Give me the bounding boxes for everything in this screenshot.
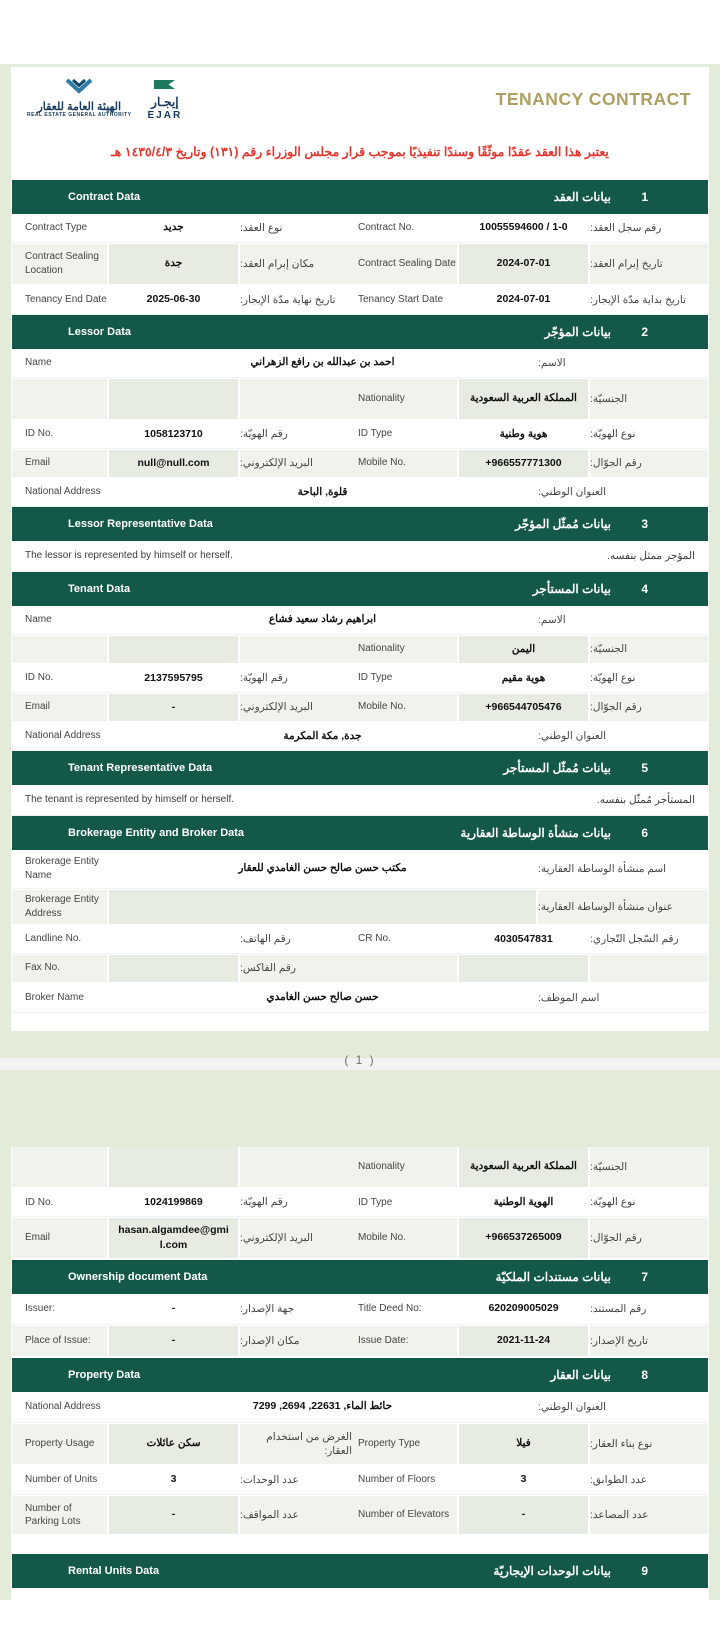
section-9-title-ar: بيانات الوحدات الإيجاريّة	[493, 1564, 611, 1578]
note-en: The lessor is represented by himself or herself.	[25, 550, 233, 562]
rega-name-english: REAL ESTATE GENERAL AUTHORITY	[27, 112, 132, 119]
section-9-header	[12, 1554, 708, 1588]
label-en: ID Type	[358, 1196, 393, 1208]
value: حسن صالح حسن الغامدي	[266, 991, 379, 1004]
label-ar: رقم الهويّة:	[240, 428, 288, 441]
rega-logo	[27, 79, 132, 119]
label-ar: نوع بناء العقار:	[590, 1437, 653, 1450]
section-2-title-ar: بيانات المؤجّر	[544, 324, 611, 339]
label-en	[12, 1147, 107, 1187]
label-en: Name	[25, 613, 52, 625]
elevators-parking-row	[12, 1495, 708, 1536]
lessor-address-row	[12, 479, 708, 507]
value: جدة, مكة المكرمة	[283, 729, 362, 742]
label-en: Nationality	[358, 392, 405, 404]
value: 1024199869	[144, 1195, 203, 1208]
label-ar: رقم الجوّال:	[590, 701, 642, 714]
label-ar: رقم الجوّال:	[590, 1231, 642, 1244]
ejar-name-english: EJAR	[147, 110, 183, 122]
label-en: Issue Date:	[358, 1335, 409, 1347]
label-en: Tenancy End Date	[25, 293, 107, 305]
label-ar: العنوان الوطني:	[538, 730, 607, 743]
label-en: Broker Name	[25, 991, 84, 1003]
label-en: Nationality	[358, 643, 405, 655]
tenancy-dates-row	[12, 286, 708, 315]
value: سكن عائلات	[107, 1424, 240, 1464]
floors-units-row	[12, 1466, 708, 1495]
tenant-contact-row	[12, 693, 708, 723]
label-ar: رقم الهويّة:	[240, 1196, 288, 1209]
value: ابراهيم رشاد سعيد فشاع	[268, 613, 377, 626]
section-4-header	[12, 572, 708, 606]
section-1-title-en: Contract Data	[68, 190, 141, 203]
label-ar: جهة الإصدار:	[240, 1302, 295, 1315]
value: hasan.algamdee@gmil.com	[107, 1218, 240, 1258]
label-en: Contract Sealing Date	[358, 257, 456, 269]
ejar-name-arabic: إيجـار	[151, 95, 179, 110]
section-5-number: 5	[641, 760, 648, 775]
broker-id-row	[12, 1189, 708, 1217]
label-ar: الغرض من استخدام العقار:	[266, 1430, 352, 1457]
broker-contact-row	[12, 1217, 708, 1260]
section-6-title-en: Brokerage Entity and Broker Data	[68, 826, 245, 839]
label-en: Brokerage Entity Name	[25, 856, 99, 881]
section-9-title-en: Rental Units Data	[68, 1565, 160, 1577]
document-title: TENANCY CONTRACT	[495, 89, 691, 109]
label-ar: رقم الهاتف:	[240, 933, 291, 946]
label-en	[12, 636, 107, 663]
value: 3	[170, 1473, 177, 1486]
label-en	[352, 955, 457, 982]
label-ar: اسم منشأة الوساطة العقارية:	[538, 862, 667, 875]
section-4-title-ar: بيانات المستأجر	[532, 581, 611, 596]
note-ar: المؤجر ممثل بنفسه.	[607, 549, 695, 562]
label-en: Landline No.	[25, 933, 82, 945]
label-en: Number of Elevators	[358, 1509, 450, 1521]
value: مكتب حسن صالح حسن الغامدي للعقار	[238, 862, 407, 875]
label-ar	[590, 955, 708, 982]
property-type-row	[12, 1423, 708, 1466]
section-2-title-en: Lessor Data	[68, 325, 131, 338]
section-spacer	[11, 1536, 709, 1554]
section-8-title-en: Property Data	[68, 1369, 141, 1381]
lessor-name-row	[12, 349, 708, 378]
section-1-header	[12, 180, 708, 214]
label-en: Name	[25, 356, 52, 368]
brokerage-name-row	[12, 850, 708, 889]
tenant-name-row	[12, 606, 708, 635]
label-ar: الاسم:	[538, 613, 566, 626]
value: جدة	[107, 244, 240, 284]
sheet-bottom-padding	[11, 1588, 709, 1628]
value: قلوة, الباحة	[297, 485, 348, 498]
label-en: Property Usage	[25, 1438, 95, 1450]
tenant-address-row	[12, 723, 708, 751]
section-7-header	[12, 1260, 708, 1294]
value: المملكة العربية السعودية	[457, 1147, 590, 1187]
title-deed-row	[12, 1294, 708, 1325]
lessor-nationality-row	[12, 378, 708, 421]
section-8-title-ar: بيانات العقار	[550, 1368, 611, 1382]
ejar-flag-icon	[153, 77, 177, 95]
contract-no-row	[12, 214, 708, 243]
label-ar: الجنسيّة:	[590, 1160, 628, 1173]
label-ar: عدد الطوابق:	[590, 1473, 648, 1486]
label-ar: نوع العقد:	[240, 221, 283, 234]
value: احمد بن عبدالله بن رافع الزهراني	[250, 356, 395, 369]
label-ar: مكان إبرام العقد:	[240, 257, 315, 270]
label-en: Brokerage Entity Address	[25, 894, 99, 919]
value: -	[107, 1326, 240, 1356]
broker-nationality-row	[12, 1147, 708, 1189]
value: 1058123710	[144, 427, 203, 440]
value	[107, 890, 538, 924]
value: الهوية الوطنية	[493, 1195, 554, 1208]
value	[107, 955, 240, 982]
section-1-number: 1	[641, 189, 648, 204]
sheet-bottom-padding	[11, 1013, 709, 1031]
value: حائط الماء, 22631, 2694, 7299	[252, 1400, 393, 1413]
lessor-id-row	[12, 421, 708, 449]
tenant-rep-note-row	[12, 785, 708, 816]
label-en: Issuer:	[25, 1303, 56, 1315]
brokerage-address-row	[12, 889, 708, 926]
value	[107, 926, 240, 953]
section-3-title-en: Lessor Representative Data	[68, 517, 213, 530]
value	[457, 955, 590, 982]
label-en: ID No.	[25, 672, 54, 684]
label-en: Nationality	[358, 1161, 405, 1173]
label-ar: تاريخ بداية مدّة الإيجار:	[590, 293, 686, 306]
label-ar: الجنسيّة:	[590, 643, 628, 656]
document-header	[11, 67, 709, 122]
label-ar: عدد الوحدات:	[240, 1473, 299, 1486]
label-en: Property Type	[358, 1438, 421, 1450]
note-en: The tenant is represented by himself or herself.	[25, 794, 234, 806]
label-ar: رقم المستند:	[590, 1302, 647, 1315]
label-en: ID Type	[358, 428, 393, 440]
label-en: Mobile No.	[358, 457, 406, 469]
app-top-strip	[0, 0, 720, 64]
section-5-title-ar: بيانات مُمثّل المستأجر	[503, 760, 611, 775]
label-ar: عدد المواقف:	[240, 1508, 299, 1521]
label-en: Fax No.	[25, 962, 61, 974]
label-ar: الجنسيّة:	[590, 392, 628, 405]
pdf-page-1	[0, 64, 720, 1067]
section-6-header	[12, 816, 708, 850]
value: 2024-07-01	[496, 293, 551, 306]
contract-sealing-row	[12, 243, 708, 286]
label-en: Mobile No.	[358, 1232, 406, 1244]
section-6-title-ar: بيانات منشأة الوساطة العقارية	[460, 825, 611, 840]
label-en: Contract Type	[25, 221, 88, 233]
value: فيلا	[457, 1424, 590, 1464]
page2-sheet	[11, 1147, 709, 1628]
tenant-id-row	[12, 665, 708, 693]
value: 3	[520, 1473, 527, 1486]
lessor-contact-row	[12, 449, 708, 479]
brokerage-cr-row	[12, 926, 708, 954]
label-ar: العنوان الوطني:	[538, 486, 607, 499]
label-ar: تاريخ نهاية مدّة الإيجار:	[240, 293, 336, 306]
value: +966544705476	[457, 694, 590, 721]
label-ar: اسم الموظف:	[538, 991, 600, 1004]
label-ar	[240, 636, 352, 663]
value: -	[107, 694, 240, 721]
label-ar: رقم سجل العقد:	[590, 221, 662, 234]
label-ar: نوع الهويّة:	[590, 1196, 636, 1209]
value: 2025-06-30	[146, 293, 201, 306]
value: اليمن	[457, 636, 590, 663]
note-ar: المستأجر مُمثّل بنفسه.	[596, 793, 695, 806]
section-4-number: 4	[641, 581, 648, 596]
label-en: Mobile No.	[358, 701, 406, 713]
value: 2021-11-24	[457, 1326, 590, 1356]
value: هوية وطنية	[499, 427, 548, 440]
logo-group	[27, 77, 182, 122]
label-ar: عنوان منشأة الوساطة العقارية:	[538, 900, 673, 913]
value: 620209005029	[488, 1302, 559, 1315]
section-6-number: 6	[641, 825, 648, 840]
value: -	[107, 1496, 240, 1534]
value: جديد	[163, 221, 184, 234]
legal-notice: يعتبر هذا العقد عقدًا موثّقًا وسندًا تنفيذيًا بموجب قرار مجلس الوزراء رقم (١٣١) وتاريخ ١٤٣٥/٤/٣ هـ	[111, 144, 609, 159]
brokerage-fax-row	[12, 954, 708, 984]
page-1-number: ( 1 )	[344, 1052, 376, 1067]
section-5-header	[12, 751, 708, 785]
label-ar: العنوان الوطني:	[538, 1400, 607, 1413]
label-ar: تاريخ الإصدار:	[590, 1334, 649, 1347]
value: 2024-07-01	[457, 244, 590, 284]
value: 2137595795	[144, 671, 203, 684]
section-5-title-en: Tenant Representative Data	[68, 761, 213, 774]
label-en: National Address	[25, 730, 101, 742]
label-en: ID Type	[358, 672, 393, 684]
label-ar: الاسم:	[538, 356, 566, 369]
section-3-title-ar: بيانات مُمثّل المؤجّر	[515, 516, 611, 531]
section-8-header	[12, 1358, 708, 1392]
lessor-rep-note-row	[12, 541, 708, 572]
label-en: Email	[25, 457, 51, 469]
value: 10055594600 / 1-0	[479, 221, 568, 234]
label-ar: رقم الهويّة:	[240, 672, 288, 685]
section-3-header	[12, 507, 708, 541]
label-en: Title Deed No:	[358, 1303, 422, 1315]
ejar-logo	[148, 77, 183, 122]
label-en: National Address	[25, 486, 101, 498]
section-1-title-ar: بيانات العقد	[553, 189, 611, 204]
label-ar: مكان الإصدار:	[240, 1334, 300, 1347]
label-en: Number of Units	[25, 1474, 98, 1486]
label-ar: البريد الإلكتروني:	[240, 457, 313, 470]
label-en	[12, 379, 107, 419]
section-7-title-en: Ownership document Data	[68, 1271, 208, 1283]
label-ar: نوع الهويّة:	[590, 428, 636, 441]
label-en: ID No.	[25, 1196, 54, 1208]
value	[107, 1147, 240, 1187]
label-ar: عدد المصاعد:	[590, 1508, 649, 1521]
value	[107, 379, 240, 419]
label-en: Place of Issue:	[25, 1335, 91, 1347]
value: المملكة العربية السعودية	[457, 379, 590, 419]
label-en: Contract No.	[358, 221, 415, 233]
section-7-title-ar: بيانات مستندات الملكيّة	[495, 1270, 611, 1284]
section-7-number: 7	[641, 1270, 648, 1284]
pdf-page-2	[0, 1070, 720, 1600]
label-en: Number of Parking Lots	[25, 1502, 81, 1527]
issue-date-row	[12, 1325, 708, 1358]
label-en: ID No.	[25, 428, 54, 440]
label-ar: رقم الجوّال:	[590, 457, 642, 470]
label-en: Email	[25, 1232, 51, 1244]
section-2-header	[12, 315, 708, 349]
value: هوية مقيم	[501, 671, 546, 684]
label-ar: نوع الهويّة:	[590, 672, 636, 685]
label-ar: البريد الإلكتروني:	[240, 1231, 313, 1244]
section-3-number: 3	[641, 516, 648, 531]
tenant-nationality-row	[12, 635, 708, 665]
broker-name-row	[12, 984, 708, 1013]
value	[107, 636, 240, 663]
label-en: National Address	[25, 1401, 101, 1413]
label-en: Contract Sealing Location	[25, 251, 99, 276]
section-9-number: 9	[641, 1564, 648, 1578]
page1-sheet	[11, 67, 709, 1031]
section-4-title-en: Tenant Data	[68, 582, 131, 595]
value: 4030547831	[494, 932, 553, 945]
label-ar: رقم الفاكس:	[240, 962, 296, 975]
label-ar	[240, 1147, 352, 1187]
value: null@null.com	[107, 450, 240, 477]
label-en: Tenancy Start Date	[358, 293, 444, 305]
label-ar: تاريخ إبرام العقد:	[590, 257, 663, 270]
value: +966537265009	[457, 1218, 590, 1258]
rega-name-arabic: الهيئة العامة للعقار	[37, 100, 122, 113]
label-en: Email	[25, 701, 51, 713]
value: +966557771300	[457, 450, 590, 477]
label-en: Number of Floors	[358, 1474, 436, 1486]
value: -	[457, 1496, 590, 1534]
value: -	[171, 1302, 176, 1315]
section-8-number: 8	[641, 1368, 648, 1382]
label-ar: رقم السّجل التّجاري:	[590, 933, 679, 946]
label-en: CR No.	[358, 933, 391, 945]
label-ar: البريد الإلكتروني:	[240, 701, 313, 714]
section-2-number: 2	[641, 324, 648, 339]
property-address-row	[12, 1392, 708, 1423]
rega-chevron-icon	[60, 79, 98, 98]
label-ar	[240, 379, 352, 419]
